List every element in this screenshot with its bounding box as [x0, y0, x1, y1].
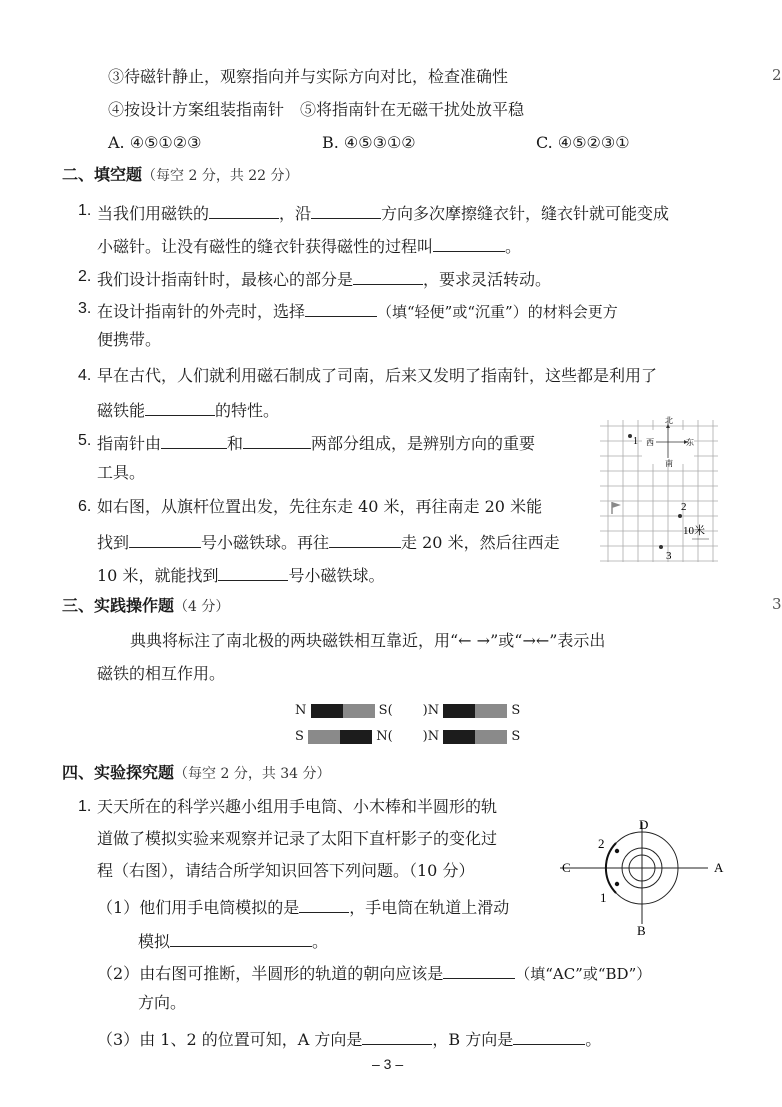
q2-4-line1: 早在古代，人们就利用磁石制成了司南，后来又发明了指南针，这些都是利用了	[97, 366, 658, 385]
blank[interactable]	[161, 431, 227, 449]
blank[interactable]	[299, 895, 349, 913]
section-3-text-line2: 磁铁的相互作用。	[97, 664, 226, 683]
q2-5-line1: 指南针由 和 两部分组成，是辨别方向的重要	[97, 431, 535, 454]
blank[interactable]	[129, 530, 201, 548]
q4-1-sub1-line2: 模拟 。	[138, 929, 328, 952]
magnet-left-1	[311, 704, 375, 718]
q2-4-number: 4.	[78, 367, 92, 384]
magnet-right-2	[443, 730, 507, 744]
ball-1-dot	[628, 434, 632, 438]
sun-track-diagram	[556, 818, 728, 940]
edge-fragment: 2	[772, 66, 782, 84]
section-4-note: （每空 2 分，共 34 分）	[174, 766, 331, 782]
section-3-text-line1: 典典将标注了南北极的两块磁铁相互靠近，用“← →”或“→←”表示出	[130, 631, 606, 650]
flag-icon	[612, 502, 621, 514]
blank[interactable]	[209, 201, 279, 219]
q4-1-sub2-line1: （2）由右图可推断，半圆形的轨道的朝向应该是 （填“AC”或“BD”）	[97, 961, 651, 984]
q2-2-line1: 我们设计指南针时，最核心的部分是 ，要求灵活转动。	[97, 267, 551, 290]
q4-1-sub1-line1: （1）他们用手电筒模拟的是 ，手电筒在轨道上滑动	[97, 895, 509, 918]
option-step-3: ③待磁针静止，观察指向并与实际方向对比，检查准确性	[108, 67, 509, 86]
q2-1-line2: 小磁针。让没有磁性的缝衣针获得磁性的过程叫 。	[97, 234, 521, 257]
q4-1-sub2-line2: 方向。	[138, 993, 187, 1012]
magnet-left-2	[308, 730, 372, 744]
q4-1-line1: 天天所在的科学兴趣小组用手电筒、小木棒和半圆形的轨	[97, 797, 498, 816]
label-c: C	[562, 860, 571, 875]
edge-fragment: 3	[772, 595, 782, 613]
choice-c: C. ④⑤②③①	[536, 133, 630, 152]
choice-a: A. ④⑤①②③	[108, 133, 202, 152]
blank[interactable]	[433, 234, 505, 252]
section-3-note: （4 分）	[174, 599, 230, 615]
q2-2-number: 2.	[78, 268, 92, 285]
q2-3-number: 3.	[78, 300, 92, 317]
section-3-heading	[62, 596, 229, 617]
magnet-row-1: N S( )N S	[295, 703, 521, 718]
section-3-title: 三、实践操作题	[62, 596, 175, 615]
blank[interactable]	[362, 1027, 432, 1045]
blank[interactable]	[443, 961, 515, 979]
blank[interactable]	[353, 267, 423, 285]
label-point-1: 1	[600, 890, 607, 905]
ball-2-label: 2	[681, 501, 687, 513]
q4-1-number: 1.	[78, 798, 92, 815]
blank[interactable]	[311, 201, 381, 219]
blank[interactable]	[145, 398, 215, 416]
page-number: – 3 –	[372, 1056, 404, 1072]
magnet-right-1	[443, 704, 507, 718]
q2-3-line2: 便携带。	[97, 330, 162, 349]
section-4-title: 四、实验探究题	[62, 763, 175, 782]
map-south-label: 南	[665, 459, 673, 468]
section-2-note: （每空 2 分，共 22 分）	[142, 168, 299, 184]
magnet-row-2: S N( )N S	[295, 729, 521, 744]
blank[interactable]	[243, 431, 311, 449]
map-west-label: 西	[646, 438, 654, 447]
ball-2-dot	[678, 514, 682, 518]
label-point-2: 2	[598, 836, 605, 851]
map-north-label: 北	[665, 416, 673, 425]
section-4-heading	[62, 763, 331, 784]
q2-5-line2: 工具。	[97, 463, 146, 482]
blank[interactable]	[305, 299, 377, 317]
direction-grid-map	[596, 414, 722, 564]
q2-1-number: 1.	[78, 202, 92, 219]
blank[interactable]	[170, 929, 312, 947]
q2-6-line3: 10 米，就能找到 号小磁铁球。	[97, 563, 384, 586]
scale-label: 10米	[683, 525, 705, 537]
q2-3-line1: 在设计指南针的外壳时，选择 （填“轻便”或“沉重”）的材料会更方	[97, 299, 618, 322]
ball-3-dot	[659, 545, 663, 549]
q2-1-line1: 当我们用磁铁的 ，沿 方向多次摩擦缝衣针，缝衣针就可能变成	[97, 201, 669, 224]
q2-5-number: 5.	[78, 432, 92, 449]
label-d: D	[639, 817, 649, 832]
blank[interactable]	[513, 1027, 585, 1045]
q2-4-line2: 磁铁能 的特性。	[97, 398, 279, 421]
q2-6-line1: 如右图，从旗杆位置出发，先往东走 40 米，再往南走 20 米能	[97, 497, 543, 516]
ball-3-label: 3	[666, 550, 672, 562]
blank[interactable]	[329, 530, 401, 548]
label-a: A	[714, 860, 724, 875]
section-2-title: 二、填空题	[62, 165, 143, 184]
q2-6-line2: 找到 号小磁铁球。再往 走 20 米，然后往西走	[97, 530, 560, 553]
q4-1-line2: 道做了模拟实验来观察并记录了太阳下直杆影子的变化过	[97, 829, 498, 848]
label-b: B	[637, 923, 646, 938]
blank[interactable]	[218, 563, 288, 581]
section-2-heading	[62, 165, 299, 186]
map-east-label: 东	[686, 438, 694, 447]
q4-1-sub3-line1: （3）由 1、2 的位置可知，A 方向是 ，B 方向是 。	[97, 1027, 601, 1050]
q2-6-number: 6.	[78, 498, 92, 515]
choice-b: B. ④⑤③①②	[322, 133, 416, 152]
option-steps-4-5: ④按设计方案组装指南针 ⑤将指南针在无磁干扰处放平稳	[108, 100, 525, 119]
q4-1-line3: 程（右图），请结合所学知识回答下列问题。（10 分）	[97, 861, 475, 880]
ball-1-label: 1	[633, 436, 638, 447]
